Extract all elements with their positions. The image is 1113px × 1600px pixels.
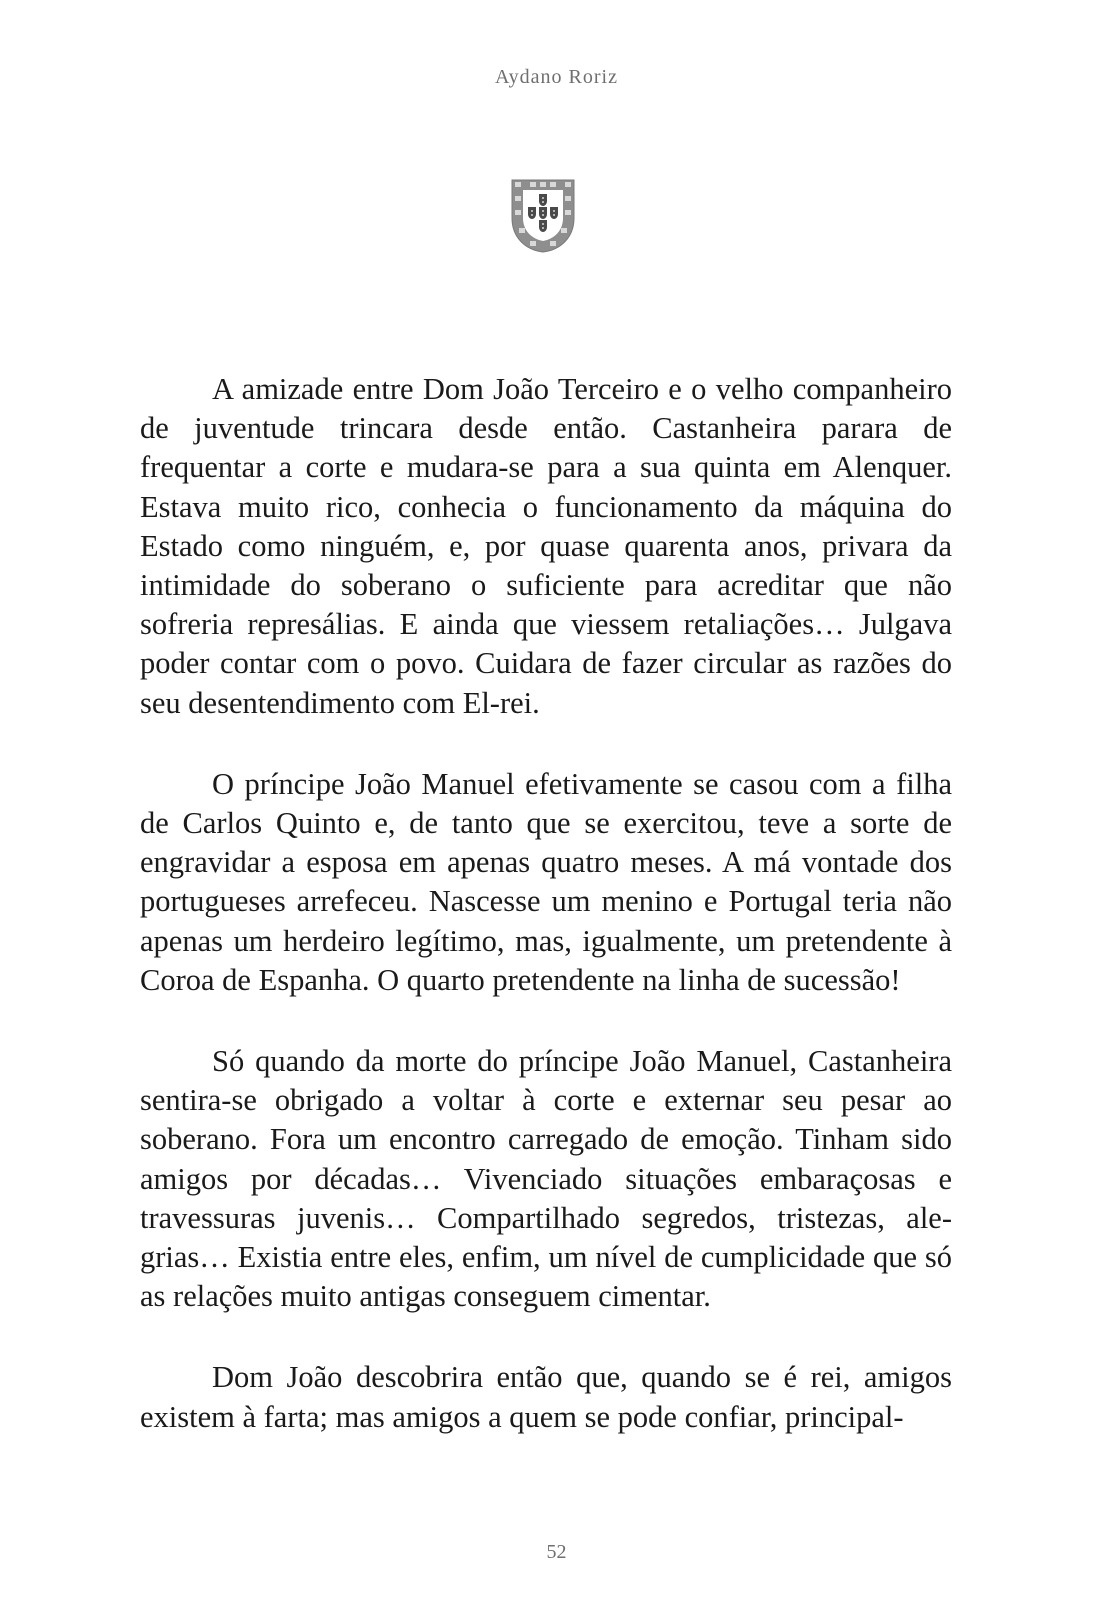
paragraph-4: Dom João descobrira então que, quando se é rei, amigos existem à farta; mas amigos a quem se pode confiar, principal- (140, 1360, 952, 1434)
paragraph-2: O príncipe João Manuel efetivamente se casou com a filha de Carlos Quinto e, de tanto que se exercitou, teve a sorte de engravidar a esposa em apenas quatro meses. A má vontade dos portugueses arrefeceu. Nascesse um menino e Portugal teria não apenas um herdeiro legítimo, mas, igualmente, um pretendente à Coroa de Espanha. O quarto pretendente na linha de sucessão! (140, 766, 952, 997)
running-head-author: Aydano Roriz (495, 66, 618, 88)
paragraph-1: A amizade entre Dom João Terceiro e o velho companheiro de juventude trincara desde então. Castanheira parara de frequentar a corte e mudara-se para a sua quinta em Alenquer. Estava muito rico, conhecia o funcionamento da máquina do Estado como ninguém, e, por quase quarenta anos, privara da intimidade do soberano o suficiente para acreditar que não sofreria represálias. E ainda que viessem retaliações… Julgava poder contar com o povo. Cuidara de fazer circular as razões do seu desentendimento com El-rei. (140, 372, 952, 720)
page-number: 52 (546, 1541, 567, 1563)
paragraph-3: Só quando da morte do príncipe João Manuel, Castanheira sentira-se obrigado a voltar à corte e externar seu pesar ao soberano. Fora um encontro carregado de emoção. Tinham sido amigos por décadas… Vivenciado situações embaraçosas e travessuras juvenis… Compartilhado segredos, tristezas, alegrias… Existia entre eles, enfim, um nível de cumplicidade que só as relações muito antigas conseguem cimentar. (140, 1044, 952, 1314)
portuguese-coat-of-arms-icon (510, 178, 576, 254)
body-text (140, 370, 952, 1437)
